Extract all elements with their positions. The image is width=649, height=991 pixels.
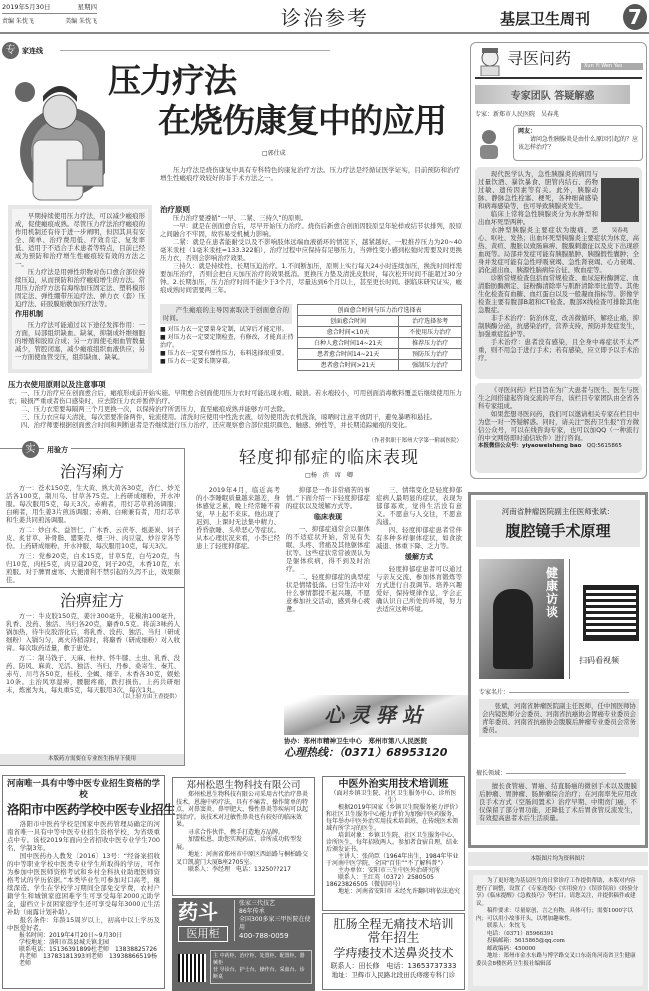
waizhi-ad xyxy=(322,776,465,911)
healing-time-table xyxy=(297,304,462,371)
principle-paragraph: 压力治疗要遵循“一早、二紧、三持久”的原则。 xyxy=(172,214,308,222)
rule-paragraph: 一、压力治疗应在创面愈合后，瘢痕形成前开始实施。早期愈合创面使用压力衣时可能出现水疱、破溃。若水疱较小，可用创面消毒敷料覆盖后继续使用压力衣；破损严重或者伤口感染时，应去除压力衣并暂停治疗。 xyxy=(8,389,462,405)
text-column xyxy=(286,486,370,613)
column-badge: 专 xyxy=(2,42,19,59)
paragraph: 四、轻度抑郁症患者常伴有多种多样躯体症状，如食欲减退、体重下降、乏力等。 xyxy=(376,526,462,550)
recipe-credit: （以上验方由王香提供） xyxy=(119,694,180,700)
depression-article xyxy=(190,448,468,688)
header-divider xyxy=(0,32,649,34)
ad-contact: 联系人：李经理 电话：13250??217 xyxy=(188,866,291,873)
ganchang-ad xyxy=(322,913,465,990)
page-number: 7 xyxy=(623,4,647,30)
skill-label: 擅长领域： xyxy=(476,770,640,778)
qr-code[interactable] xyxy=(178,954,206,982)
author-affiliation: （作者供职于郑州大学第一附属医院） xyxy=(368,438,462,444)
weekday: 星期四 xyxy=(77,3,97,11)
qq-number: QQ:5615865 xyxy=(586,443,622,449)
ad-paragraph: 根据2019年国家《乡镇卫生院服务能力评价》和社区卫生服务中心能力评价为加强中医药服务，每年举办中医外治实用技术培训班，在传统医术领域有所学习的医生。 xyxy=(326,804,459,832)
expert-photo xyxy=(601,178,639,222)
brand-sub: 医用柜 xyxy=(178,926,228,942)
qa-title: 寻医问药 xyxy=(507,49,572,68)
notice-zip: 邮政编码：450000 xyxy=(487,945,536,952)
article-title-line1: 压力疗法 xyxy=(108,61,236,100)
pull-quote: 产生瘢痕的主导因素取决于创面愈合的时间。 xyxy=(160,304,292,324)
article-lede: 压力疗法是烧伤康复中具有专科特色的康复治疗方法。压力疗法是经循证医学证实，目前预防和治疗增生性瘢痕疗效较好的非手术方法之一。 xyxy=(160,166,460,182)
notice-requirements: 稿件要求：尽量原创，言之有物，具体可行；需要1000字以内；可以用小故事开头，以增加趣味性。 xyxy=(476,908,633,922)
qa-pinyin: Xun Yi Wen Yao xyxy=(581,63,643,70)
answer-paragraph: 现代医学认为，急性胰腺炎的病因与过量饮酒、暴饮暴食、胆管内结石、药物过敏、遗传因素等有关。此外，胰腺动脉、静脉急性栓塞、梗死，各种细菌感染和病毒感染等，也可导致胰腺炎发生。 xyxy=(478,170,598,210)
asker-label: 网友： xyxy=(518,128,537,135)
bullet-item: ■ 压力衣一定要有弹性压力，布料选择很重要。 xyxy=(160,350,288,357)
answer-paragraph: 非手术治疗：防治休克，改善微循环，解痉止痛，抑制胰酶分泌，抗感染治疗，营养支持，预防并发症发生，加强重症监护等。 xyxy=(478,314,639,338)
about-paragraph: 《寻医问药》栏目旨在为广大患者与医生、医生与医生之间搭建起咨询交流的平台，该栏目专家团队由全省各科专家组成。 xyxy=(478,386,639,410)
doctor-photo xyxy=(493,589,533,669)
ad-paragraph: 培训对象：乡镇卫生院、社区卫生服务中心、诊所医生，每年招收两人。参加者食宿自理，结业后颁发证书。 xyxy=(326,832,459,853)
doctor-illustration xyxy=(5,62,105,202)
column-badge: 实 xyxy=(22,441,39,458)
principle-paragraph: 一早：就是在创面愈合后，尽早开始压力治疗。烧伤后新愈合创面因胶原呈年轮样或结节状排列，胶原之间融合不牢固，故容易受机械力影响。 xyxy=(160,222,462,238)
recipe-item: 方三：党参20克，白术15克，甘草5克，白芍20克，当归10克，肉桂5克，肉豆蔻20克，诃子20克，木香10克，水煎服。对于脾胃虚寒、大便滑利不禁引起的久泻不止，效果颇佳。 xyxy=(6,552,180,584)
video-poster[interactable] xyxy=(479,559,564,679)
ad-paragraph: 国中医药办人教发〔2016〕13号：“经备案招收的中等职业学校中医类专业学生所取得的学历，可作为参加中医医师资格考试和乡村全科执业助理医师资格考试的学历依据。”本类毕业生可参加对口高考，继续深造。学生在学校学习期间全部免交学费，农村户籍学生和城镇家庭困难学生可享受每年2000元助学金，建档立卡贫困家庭学生还可享受每年3000元生活补助（雨露计划补助）。 xyxy=(7,852,160,916)
ad-contact: 联系人：田长修 xyxy=(330,962,380,970)
bio-label: 专家名片： xyxy=(479,687,639,696)
ad-address: 地址：河南省安阳市 xyxy=(338,888,393,895)
ad-title: 中医外治实用技术培训班 xyxy=(338,779,449,790)
notice-address: 地址：郑州市金水东路与博学路交叉口东南角河南省卫生健康委员会8楼医药卫生报社编辑部 xyxy=(476,953,636,967)
wechat-account: 本报微信公众号：yiyaoweisheng bao xyxy=(478,443,582,449)
recipe-title: 治痹症方 xyxy=(59,591,124,610)
article-author: □郭仕成 xyxy=(262,150,286,157)
table-row: 白种人愈合时间14~21天 推荐压力治疗 xyxy=(298,338,462,349)
ad-line: 寻求合作伙伴，携手打造地方品牌。 xyxy=(188,828,285,836)
ad-note: 未经允许翻印将依法追究 xyxy=(393,888,460,895)
ad-headline: 肛肠全程无痛技术培训 xyxy=(333,917,454,931)
product-line: 导诊台、护士台、操作台、采血台、诊断桌 xyxy=(213,967,305,980)
principle-paragraph: 二紧：就是在患者能耐受以及不影响肢体远端血液循环的情况下，越紧越好。一般推荐压力为20~40毫米汞柱（1毫米汞柱=133.322帕），治疗过程中应保持有足够压力，当弹性变小感到松弛时需要及时更换压力衣，否则会影响治疗效果。 xyxy=(160,238,462,262)
bullet-item: ■ 对压力衣一定要定期检查，有修改，才能真正持治疗。 xyxy=(160,334,294,349)
paragraph: 2019年4月，临近高考的小李睡眠质量越来越差，身体感觉乏累，晚上经常睡不着觉，早上起不来床。他出现了迟到、上课时无法集中精力、昏昏欲睡、头晕恶心等症状。从本心理状况来看，小李已经患上了轻度抑郁症。 xyxy=(196,486,280,550)
poster-logo-text: 健康访谈 xyxy=(546,566,559,619)
answer-box xyxy=(475,167,642,379)
intro-paragraph: 压力疗法是用弹性织物对伤口愈合部位持续压迫，从而预防和治疗瘢痕增生的方法。常用压力治疗方法有海绵加压固定法、塑料模形固定法、弹性绷带压迫疗法、弹力衣（套）压迫疗法、硅胶膜贴敷加压疗法等。 xyxy=(15,268,145,308)
ad-headline: 河南唯一具有中等中医专业招生资格的学校 xyxy=(7,779,161,800)
text-column xyxy=(196,486,280,550)
recipe-column xyxy=(0,444,185,766)
paragraph: 三、情绪变化是轻度抑郁症病人最明显的症状，表现为郁郁寡欢，觉得生活没有意义。不愿意与人交往，不愿意沟通。 xyxy=(376,486,462,526)
mechanism-paragraph: 压力疗法可能通过以下途径发挥作用：一方面，局部组织缺血、缺氧，抑制成纤维细胞的增殖和胶原合成；另一方面使毛细血管数量减少，管腔闭塞，减少瘢痕组织血液供应；另一方面使血管受压，组织缺血、缺氧。 xyxy=(15,321,145,361)
ad-paragraph: 郑州松恩生物科技有限公司采用古代治疗鼻炎技术，恩施中药疗法，具有不痛苦、操作简单的特点，对鼻窦炎、鼻甲肥大、慢性鼻炎等疾病可以起到治疗，该技术对过敏性鼻炎也有较好的临床效果。 xyxy=(176,791,309,828)
table-header: 治疗选择参考 xyxy=(399,316,462,327)
brand-name: 药斗 xyxy=(178,900,218,924)
section-title: 诊治参考 xyxy=(281,6,369,30)
recipe-disclaimer: 本版药方需要在专业医生指导下使用 xyxy=(0,754,184,765)
bullet-list xyxy=(160,326,294,366)
divider xyxy=(569,559,570,679)
songen-ad xyxy=(172,777,315,896)
column-name: 家连线 xyxy=(22,47,43,55)
feature-subtitle: 河南省肿瘤医院副主任医师张斌： xyxy=(501,507,615,516)
school-ad xyxy=(2,775,176,989)
ad-sponsor: 协办：郑州市精神卫生中心 郑州市第八人民医院 xyxy=(284,737,427,745)
table-row: 患者愈合时间14~21天 预防压力治疗 xyxy=(298,349,462,360)
ad-subtitle: （面对乡镇卫生院、社区卫生服务中心、诊所医生） xyxy=(330,790,457,804)
ad-headline: 常年招生 xyxy=(367,931,420,946)
usage-rules-section xyxy=(8,380,462,429)
ad-paragraph: 洛阳市中医药学校是国家中医药管理局确定的河南省唯一具有中等中医专业招生资格学校，为省级重点中专。该校2019年面向全省招收中医专业学生700名，学制3年。 xyxy=(7,820,160,852)
expert-bio: 张斌，河南省肿瘤医院副主任医师，任中国医师协会内镜医师分会委员、河南省抗癌协会胃癌专业委员会青年委员、河南省抗癌协会腹膜后肿瘤专业委员会常务委员。 xyxy=(479,699,639,737)
ad-headline: 学痔瘘技术送鼻炎技术 xyxy=(333,946,454,960)
intro-box xyxy=(8,205,152,373)
ad-paragraph: 主讲人：张尚臣（1964年出生，1984年毕业于河南中医学院，全国“百佳”“不了解科普”） xyxy=(326,853,459,867)
paragraph: 二、轻度抑郁症的典型症状是情绪低落。日常生活中对什么事情都提不起兴趣，不愿意参加社交活动，感到身心疲惫。 xyxy=(286,573,370,613)
principles-heading: 治疗原则 xyxy=(160,205,190,214)
ad-requirement: 报名条件：年龄15周岁以上，初高中以上学历及中医爱好者。 xyxy=(7,916,160,932)
section-heading: 缓解方式 xyxy=(405,553,433,561)
usage-rules-heading: 压力衣使用原则以及注意事项 xyxy=(8,380,106,389)
designer: 美编 朱忱飞 xyxy=(65,18,97,25)
ad-line: 加盟松恩，助您实现药店、诊所成功转型发展。 xyxy=(176,836,303,851)
column-about-box xyxy=(475,383,642,473)
table-header: 创面愈合时间 xyxy=(298,316,399,327)
product-line: 中药柜、治疗柜、处置柜、配置柜、器械柜 xyxy=(213,953,305,966)
article-title: 轻度抑郁症的临床表现 xyxy=(239,448,419,468)
editor: 责编 朱忱飞 xyxy=(2,18,34,25)
column-name: 用验方 xyxy=(44,445,71,455)
principles-section xyxy=(160,205,462,294)
table-row: 愈合时间<10天 不使用压力治疗 xyxy=(298,327,462,338)
contribution-notice xyxy=(468,870,648,991)
yaodou-ad: 药斗 医用柜 张家三代技艺 86年传承 全国300多家三甲医院在使用 400-788-0059 主 中药柜、治疗柜、处置柜、配置柜、器械柜 营 导诊台、护士台、操作台、采血台、诊断桌 xyxy=(172,898,315,991)
rule-paragraph: 四、治疗师要根据创面愈合时间和判断患者是否继续进行压力治疗，还应观察愈合部位组织颜色、触感、弹性等，并长期追踪瘢痕的变化。 xyxy=(20,421,411,429)
divider xyxy=(0,587,184,588)
recipe-item: 方二：制马钱子、天麻、杜仲、怀牛膝、土虫、乳香、没药、防风、麻黄、羌活、独活、当归、丹参、桑寄生、秦艽、赤芍、川芎各50克，桂枝、全蝎、细辛、木香各30克，蜈蚣10条。主治风寒湿痹，腰腿疼痛，跌打损伤。上药共研细末，炼蜜为丸，每丸重5克，每天服用3次，每次1丸。 xyxy=(6,654,180,694)
section-heading: 临床表现 xyxy=(314,513,342,521)
feature: 全国300多家三甲医院在使用 xyxy=(239,916,311,931)
paper-name: 基层卫生周刊 xyxy=(500,10,591,28)
divider xyxy=(475,77,642,79)
qa-slogan: 专家团队 答疑解惑 xyxy=(475,85,630,104)
mechanism-heading: 作用机制 xyxy=(15,310,43,318)
notice-body: 为了更好地为基层医生的日常诊疗工作提供帮助，本版对内容进行了调整，设置了《专家连线》《实用验方》《误诊误治》《经验分享》《临床提醒》《急救技巧》等栏目。请您关注，并提供稿件或建议。 xyxy=(476,878,639,907)
photo-caption: 吴春兆 xyxy=(611,228,629,234)
recipe-item: 方一：牛皮胶150克，姜汁300毫升，花椒油100毫升，乳香、没药、独活、当归各20克，麝香0.5克。将前3味药人锅加热，待牛皮胶溶化后，将乳香、没药、独活、当归（研成细粉）入锅匀匀，离火待稍凉时，将麝香（研成细粉）对入收膏。每次取药适量，敷于患处。 xyxy=(6,612,180,652)
qr-caption: 扫码看视频 xyxy=(579,656,619,665)
ad-phone: 电话：13653737333 xyxy=(386,962,457,970)
masthead xyxy=(0,0,649,34)
ad-address: 学校地址：洛阳市嵩县城关镇北园 xyxy=(19,939,110,946)
qr-code[interactable] xyxy=(583,585,639,641)
bullet-item: ■ 压力衣一定要长期穿着。 xyxy=(160,358,234,365)
ad-phone: 400-788-0059 xyxy=(239,932,289,940)
ad-organizer: 主办单位：安阳市三生中医外治研究所 xyxy=(338,867,441,874)
notice-phone: 电话：（0371）85966391 xyxy=(487,930,554,937)
question-text: 请问急性胰腺炎是由什么原因引起的？应该怎样治疗？ xyxy=(518,136,639,151)
notice-contact: 联系人：朱忱飞 xyxy=(487,923,526,929)
issue-date: 2019年5月30日 xyxy=(2,3,51,11)
paragraph: 抑郁是一件非常痛苦的事情。”下面介绍一下轻度抑郁症的症状以及缓解方式等。 xyxy=(286,486,370,510)
feature: 86年传承 xyxy=(239,908,265,915)
doctor-cartoon-icon xyxy=(477,46,503,76)
answer-paragraph: 水肿型胰腺炎主要症状为腹痛、恶心、呕吐、发热；出血坏死型胰腺炎主要症状为休克、高热、黄疸、腹胀以致肠麻痹、腹膜刺激征以及皮下出现瘀血斑等。局部并发症可能有胰腺脓肿、胰腺假性囊肿；全身并发症可能有急性呼吸衰竭、急性肾衰竭、心力衰竭、消化道出血、胰源性脑病综合征、败血症等。 xyxy=(478,226,639,274)
bullet-item: ■ 对压力衣一定要量身定制，试穿后才能定形。 xyxy=(160,326,288,333)
ad-contact: 联系人：王红英（0372）2580505 18623826505（微信同号） xyxy=(326,874,441,888)
paragraph: 一、抑郁症通常会以躯体的不适症状开始，常见有失眠、头疼、背痛及其他躯体症状等。这些症状常常被误认为是躯体疾病，得不到及时治疗。 xyxy=(286,525,370,573)
laparoscopy-feature xyxy=(468,492,648,770)
qa-expert: 专家：新郑市人民医院 吴春兆 xyxy=(475,111,560,118)
skill-text: 擅长食管癌、胃癌、结直肠癌的微创手术以及腹膜后肿瘤、胃肿瘤、肠肿瘤综合治疗；在河南率先应用改良手术方式（空肠间置术）治疗早期、中期贲门癌，不仅保留了部分胃功能，还降低了术后胃食管反流发生，有效提高患者术后生活质量。 xyxy=(476,779,640,825)
recipe-item: 方一：苍术150克，生大黄、熟大黄各30克，杏仁、炒羌活各100克，制川乌、甘草各75克。上药研成细粉，开水冲服。每次服用5克，每天3次。赤痢者，用灯芯草煎汤调服；白痢者，用生姜3片煎汤调服；赤痢、白痢兼有者，用灯芯草和生姜共同煎汤调服。 xyxy=(6,484,180,524)
photo-note: 本版图片均为资料图片 xyxy=(468,852,648,866)
rule-paragraph: 二、压力衣需要每隔两三个月更换一次，以保持治疗所需压力，直至瘢痕成熟并能够方可去除。 xyxy=(20,405,290,413)
article-author: □杨 滨 席 卿 xyxy=(305,472,353,479)
table-title: 创面愈合时间与压力治疗选择表 xyxy=(298,305,462,316)
intro-paragraph: 早期持续使用压力疗法，可以减少瘢痕形成，促使瘢痕成熟。尽管压力疗法治疗瘢痕的作用机制还有待于进一步阐明，但因其具有安全、简单、治疗费用低、疗效肯定、复发率低、适用于不适合手术患者等特点，目前已经成为预防和治疗增生性瘢痕较有效的方法之一。 xyxy=(15,212,145,268)
qa-column xyxy=(470,42,647,479)
feature-title: 腹腔镜手术原理 xyxy=(505,522,611,540)
question-bubble xyxy=(513,125,643,161)
about-paragraph: 如果您想寻医问药，我们可以邀请相关专家在栏目中为您一对一答疑解惑。同时，请关注“医药卫生报”官方微信公众号，可以在线咨询专家，也可以加QQ（一种流行的中文网络即时通信软件）进行咨询。 xyxy=(478,410,639,442)
feature: 张家三代技艺 xyxy=(239,900,276,907)
recipe-item: 方二：炒白术、益智仁、广木香、云茯苓、炮姜炭、诃子皮、炙甘草、补骨脂、罂粟壳、煨三叶、肉豆蔻、炒谷芽各等份。上药研成细粉，开水冲服，每次服用10克，每天3次。 xyxy=(6,526,180,550)
answer-paragraph: 诊断常规检查包括血常规检查、血尿淀粉酶测定、血清脂肪酶测定、淀粉酶清除率与肌酐清除率比值等。其他生化检查有血糖、血红蛋白以及一般凝血指标等。影像学检查主要有腹部B超和CT检查。腹部X线检查可排除其他急腹症。 xyxy=(478,274,639,314)
recipe-title: 治泻痢方 xyxy=(59,462,124,481)
table-row: 患者愈合时间>21天 强制压力治疗 xyxy=(298,360,462,371)
answer-paragraph: 手术治疗：患者没有感染，且全身中毒症状不太严重，则不用急于进行手术；若有感染，应立即予以手术治疗。 xyxy=(478,338,639,362)
paragraph: 轻度抑郁症患者可以通过与亲友交流、参加体育锻炼等方式进行自我调节。培养兴趣爱好，保持规律作息，学会正确认识自己所处的环境，努力去适应这种环境。 xyxy=(376,565,462,613)
ad-title: 郑州松恩生物科技有限公司 xyxy=(186,780,301,791)
ad-address: 地址：卫辉市人民路北段田氏痔瘘专科门诊 xyxy=(331,971,456,979)
rule-paragraph: 三、压力衣应每天清洗，每次需要准备两件，轮流使用。清洗时应使用中性洗衣液，切勿使用洗衣机洗涤，晾晒时注意平放阴干，避免暴晒和悬挂。 xyxy=(20,413,437,421)
principle-paragraph: 三持久：就是持续性、长期压迫治疗。1.不间断加压，原则上实行每天24小时连续加压，换洗时间样需要加压治疗，否则会把白天加压治疗的效果抵消。更换压力垫及清洗皮肤时，每次松开时间不能超过30分钟。2.长期加压，压力治疗时间不能少于3个月，尽量达到6个月以上，甚至更长时间。据临床研究证实，瘢痕成熟时间需要两三年。 xyxy=(160,262,462,294)
xinling-ad xyxy=(284,695,468,767)
ad-time: 报名时间：2019年4月20日~9月30日 xyxy=(19,932,123,939)
laparoscopy-skills xyxy=(468,770,648,848)
ad-title: 洛阳市中医药学校中医专业招生 xyxy=(7,802,176,817)
text-column xyxy=(376,486,462,613)
user-avatar-icon xyxy=(477,127,501,159)
answer-paragraph: 临床上常将急性胰腺炎分为水肿型和出血坏死型两种。 xyxy=(478,210,598,226)
column-rule xyxy=(60,50,330,51)
hotline: 心理热线：（0371）68953120 xyxy=(284,746,448,759)
ad-phone: 联系电话：15136391899杜老师 13838825726冉老师 13783181393刘老师 13938866519杨老师 xyxy=(19,946,157,967)
xinling-logo: 心灵驿站 xyxy=(284,695,468,735)
ad-address: 地址：河南省郑州市中原区西站路与桐柏路交叉口凯旋门大厦B座2705室。 xyxy=(176,851,309,866)
notice-email[interactable]: 投稿邮箱：5615865@qq.com xyxy=(487,938,565,944)
article-title-line2: 在烧伤康复中的应用 xyxy=(158,101,446,140)
